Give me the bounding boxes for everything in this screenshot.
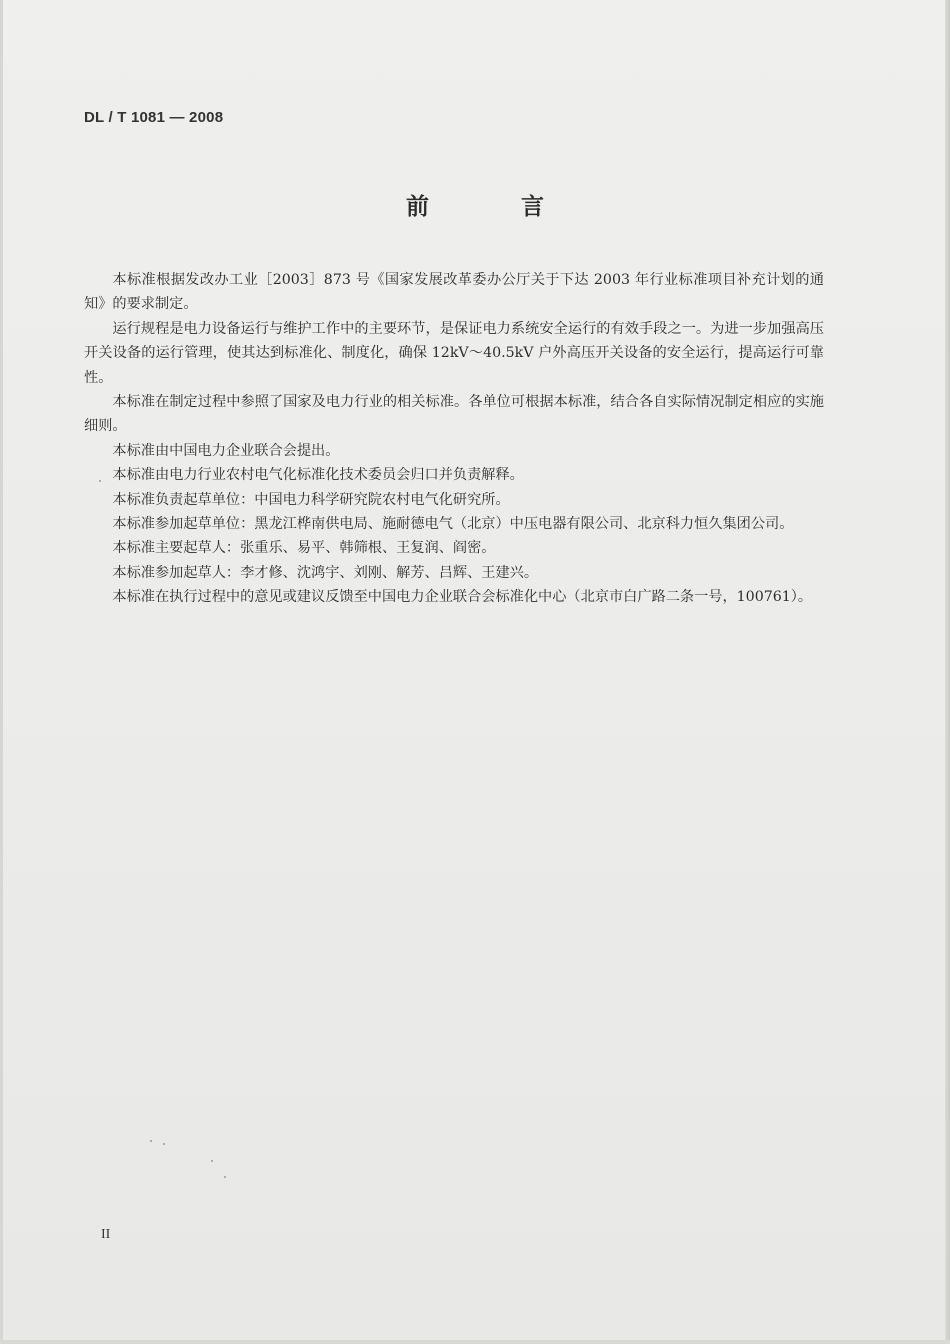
page-edge-bottom [0, 1340, 950, 1344]
paragraph: 本标准根据发改办工业［2003］873 号《国家发展改革委办公厅关于下达 2003 年行业标准项目补充计划的通知》的要求制定。 [84, 272, 824, 313]
paragraph: 运行规程是电力设备运行与维护工作中的主要环节，是保证电力系统安全运行的有效手段之一。为进一步加强高压开关设备的运行管理，使其达到标准化、制度化，确保 12kV～40.5kV 户外高压开关设备的安全运行，提高运行可靠性。 [84, 320, 824, 386]
scan-speck [99, 480, 101, 482]
paragraph: 本标准在制定过程中参照了国家及电力行业的相关标准。各单位可根据本标准，结合各自实际情况制定相应的实施细则。 [84, 394, 824, 435]
paragraph: 本标准在执行过程中的意见或建议反馈至中国电力企业联合会标准化中心（北京市白广路二条一号，100761）。 [112, 589, 813, 606]
paragraph: 本标准由中国电力企业联合会提出。 [112, 442, 340, 459]
paragraph: 本标准由电力行业农村电气化标准化技术委员会归口并负责解释。 [112, 467, 524, 484]
scan-speck [150, 1140, 152, 1142]
paragraph: 本标准参加起草人：李才修、沈鸿宇、刘刚、解芳、吕辉、王建兴。 [112, 564, 539, 581]
scan-speck [211, 1160, 213, 1162]
paragraph: 本标准主要起草人：张重乐、易平、韩筛根、王复润、阎密。 [112, 540, 496, 557]
scan-speck [224, 1176, 226, 1178]
document-code: DL / T 1081 — 2008 [84, 109, 224, 126]
page-number: II [101, 1227, 111, 1242]
paragraph: 本标准参加起草单位：黑龙江桦南供电局、施耐德电气（北京）中压电器有限公司、北京科力恒久集团公司。 [112, 516, 794, 533]
scan-speck [163, 1143, 165, 1145]
section-title: 前 言 [405, 194, 586, 220]
paragraph: 本标准负责起草单位：中国电力科学研究院农村电气化研究所。 [112, 491, 510, 508]
foreword-body [84, 268, 824, 610]
